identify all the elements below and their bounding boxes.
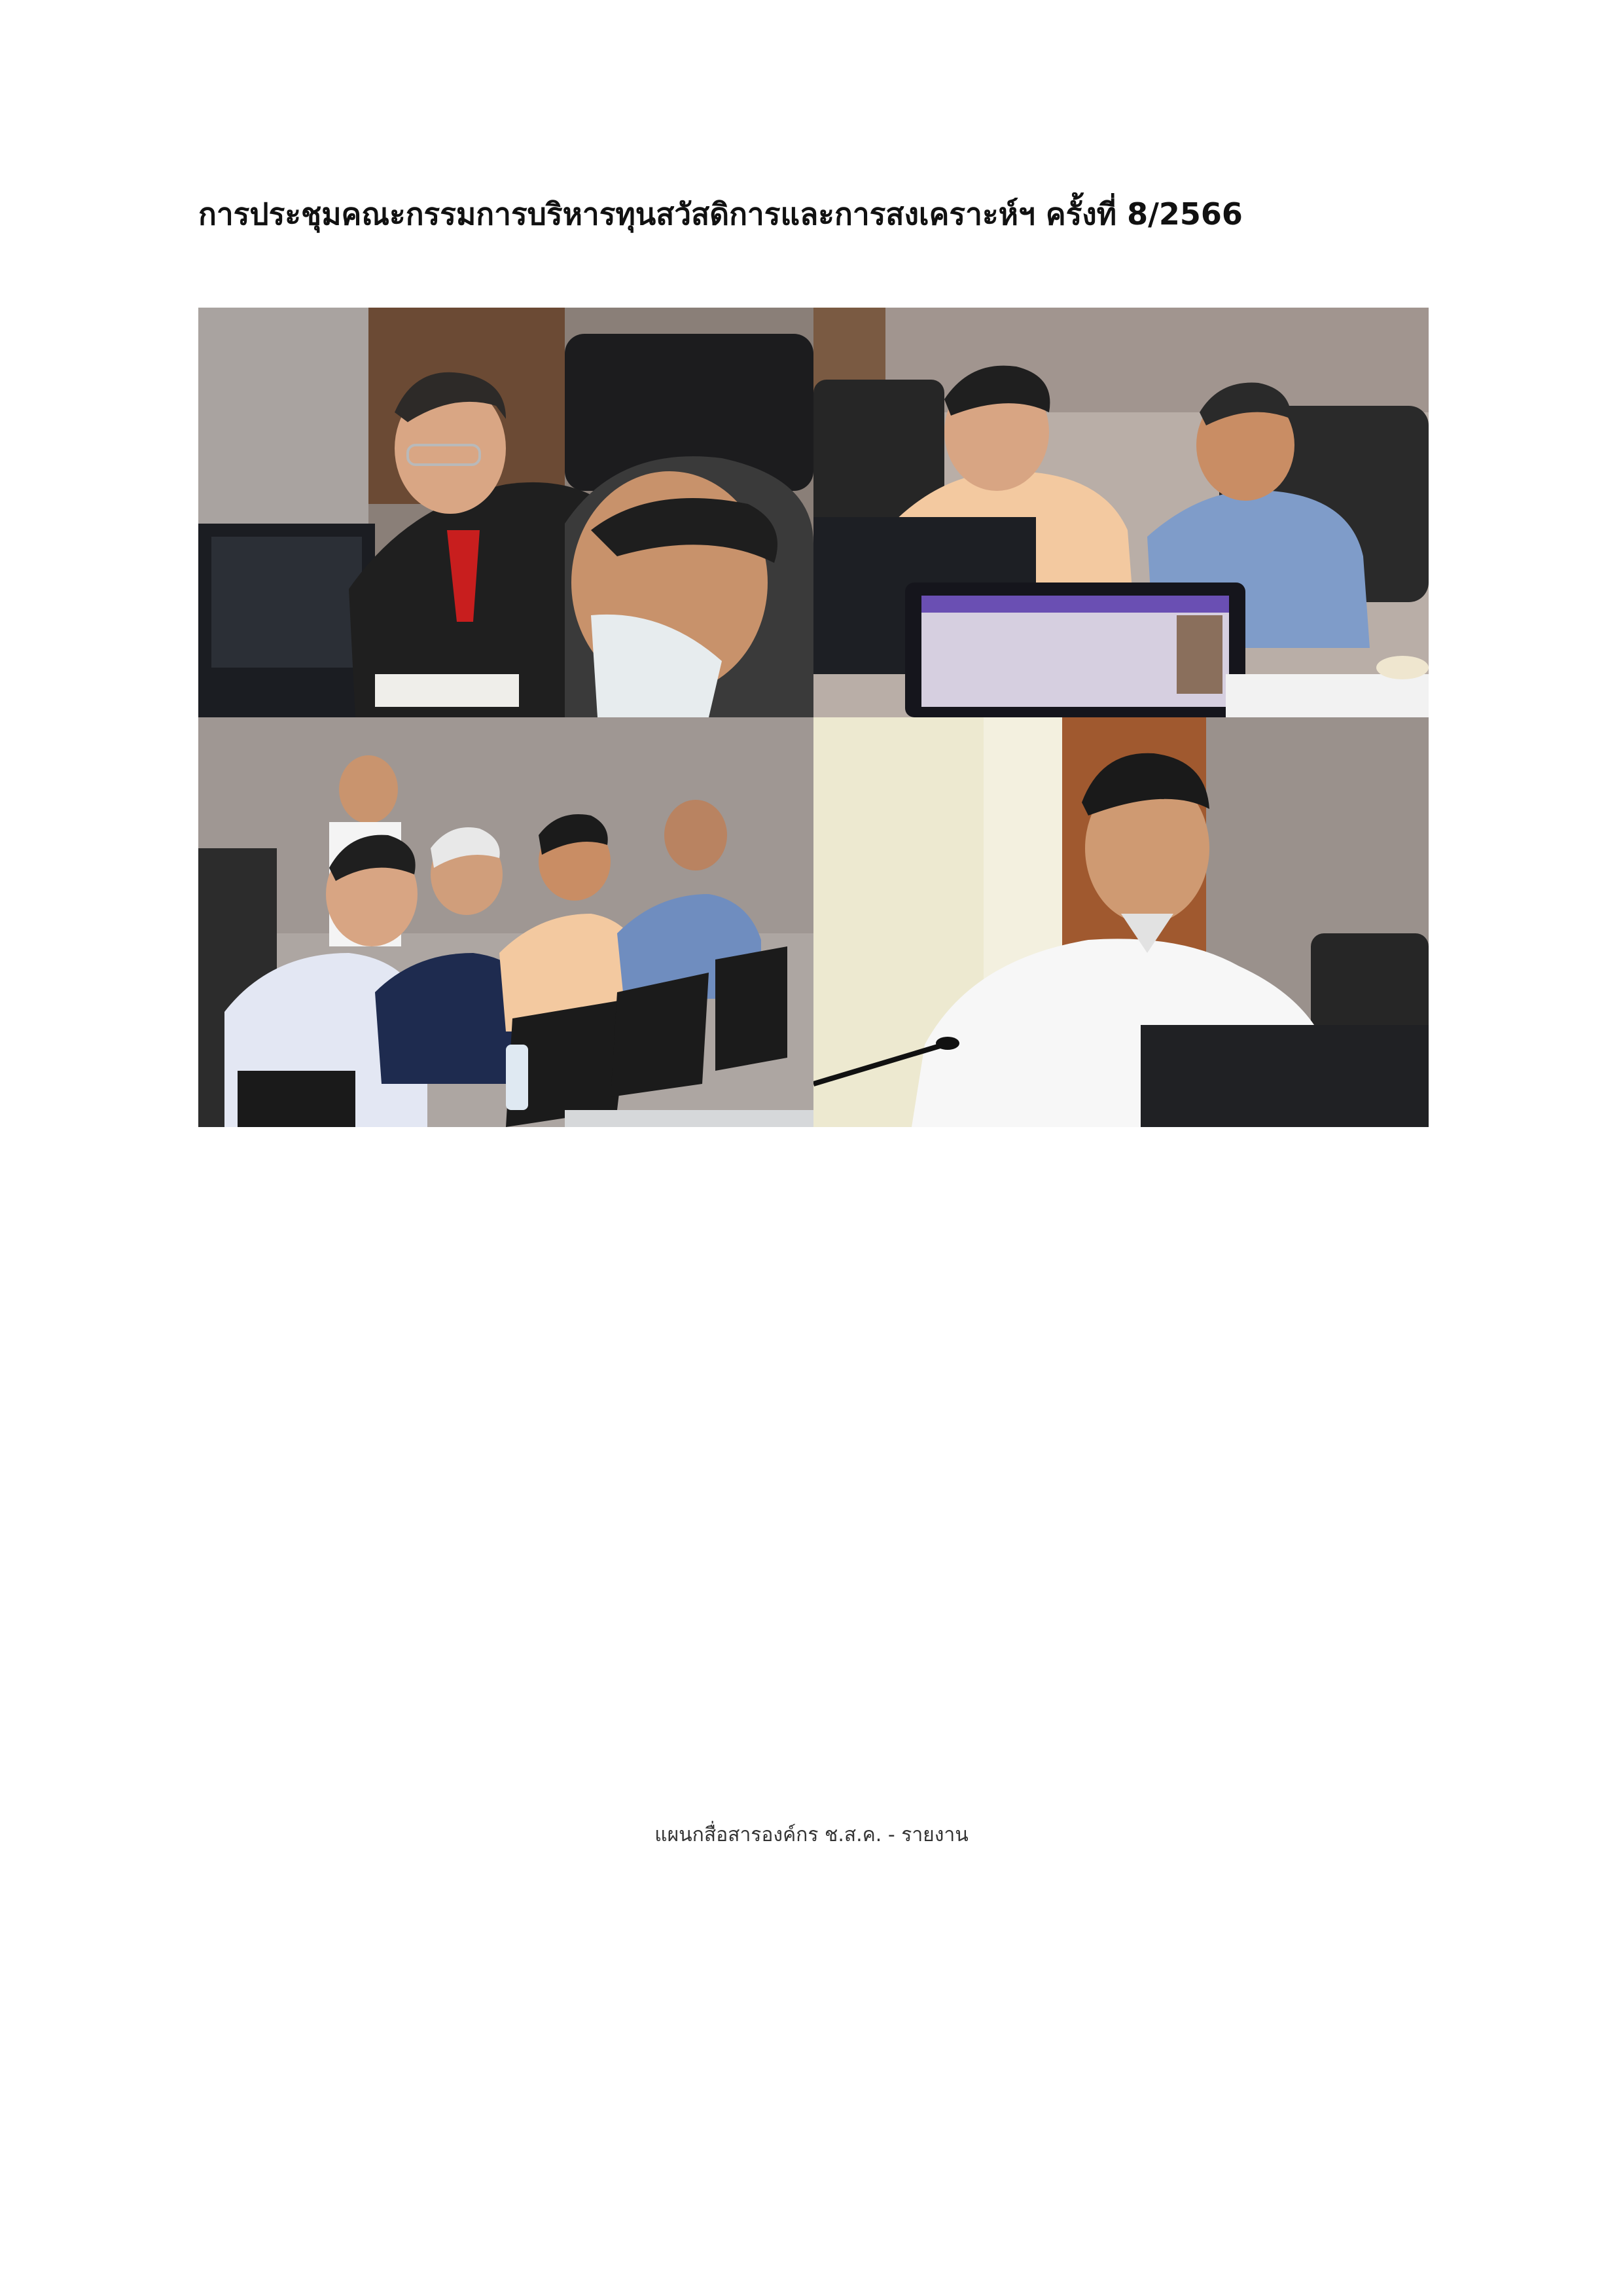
meeting-photo-seated-member <box>813 717 1429 1127</box>
meeting-photo-committee-row <box>198 717 813 1127</box>
meeting-photo-two-committee-members <box>813 308 1429 717</box>
meeting-photo-chairman <box>198 308 813 717</box>
report-credit: แผนกสื่อสารองค์กร ช.ส.ค. - รายงาน <box>654 1823 969 1846</box>
photo-collage <box>198 308 1429 1127</box>
document-title: การประชุมคณะกรรมการบริหารทุนสวัสดิการและการสงเคราะห์ฯ ครั้งที่ 8/2566 <box>198 196 1243 232</box>
